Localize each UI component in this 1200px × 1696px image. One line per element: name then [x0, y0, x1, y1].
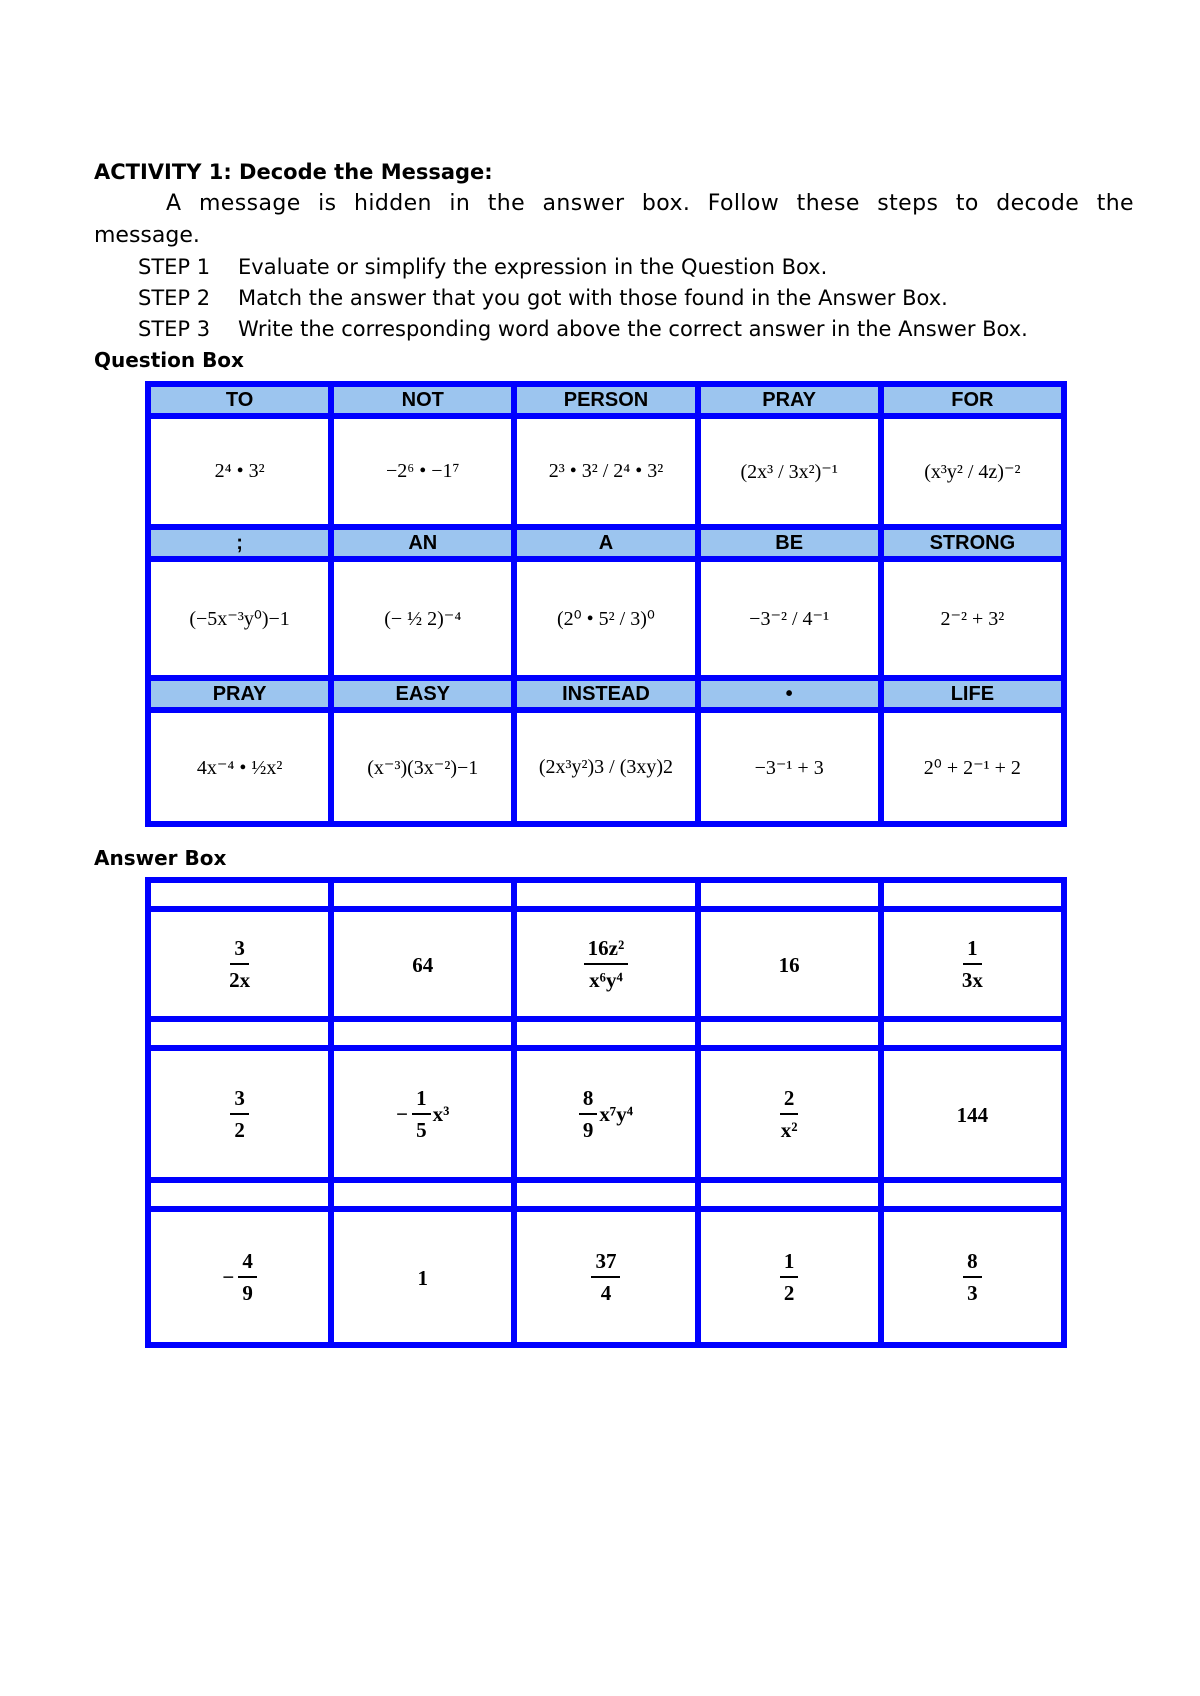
answer-value: $\frac{1}{2}$ — [780, 1249, 799, 1304]
answer-cell — [514, 1048, 697, 1180]
answer-value: $\frac{1}{3x}$ — [961, 936, 983, 992]
answer-value: 16 — [778, 952, 800, 977]
answer-value: $\frac{3}{2}$ — [230, 1086, 249, 1141]
answer-row — [148, 1209, 1064, 1345]
expression-cell: 2³ • 3² / 2⁴ • 3² — [514, 416, 697, 527]
activity-title: ACTIVITY 1: Decode the Message: — [94, 160, 493, 184]
word-cell: LIFE — [881, 678, 1064, 710]
word-cell: AN — [331, 527, 514, 559]
answer-cell — [331, 1209, 514, 1345]
expression-cell: (2⁰ • 5² / 3)⁰ — [514, 559, 697, 678]
question-box-label: Question Box — [94, 348, 244, 372]
expression-cell: (x⁻³)(3x⁻²)−1 — [331, 710, 514, 824]
answer-cell — [698, 909, 881, 1019]
blank-word-cell[interactable] — [148, 1019, 331, 1048]
word-cell: FOR — [881, 384, 1064, 416]
expression-row — [148, 710, 1064, 824]
blank-word-cell[interactable] — [331, 1019, 514, 1048]
word-cell: EASY — [331, 678, 514, 710]
blank-word-cell[interactable] — [148, 880, 331, 909]
step-text: Match the answer that you got with those found in the Answer Box. — [238, 286, 948, 310]
blank-word-row — [148, 880, 1064, 909]
answer-cell — [514, 1209, 697, 1345]
step-number: STEP 3 — [138, 317, 211, 341]
question-box — [145, 381, 1067, 827]
answer-value: $\frac{2}{\text{x²}}$ — [780, 1086, 798, 1142]
activity-sheet — [94, 156, 1134, 373]
word-row — [148, 678, 1064, 710]
word-cell: PRAY — [698, 384, 881, 416]
word-cell: TO — [148, 384, 331, 416]
answer-value: $\frac{8}{9}$ x⁷y⁴ — [579, 1086, 633, 1141]
answer-cell — [881, 1048, 1064, 1180]
expression-cell: (− ½ 2)⁻⁴ — [331, 559, 514, 678]
answer-value: $\frac{37}{4}$ — [591, 1249, 620, 1304]
expression-cell: 2⁰ + 2⁻¹ + 2 — [881, 710, 1064, 824]
word-cell: ; — [148, 527, 331, 559]
answer-value: 64 — [412, 952, 434, 977]
intro-text-end: message. — [94, 223, 200, 248]
expression-row — [148, 559, 1064, 678]
expression-cell: 4x⁻⁴ • ½x² — [148, 710, 331, 824]
word-cell: INSTEAD — [514, 678, 697, 710]
blank-word-row — [148, 1180, 1064, 1209]
expression-cell: −2⁶ • −1⁷ — [331, 416, 514, 527]
answer-value: $\frac{3}{2x}$ — [229, 936, 251, 992]
answer-cell — [698, 1048, 881, 1180]
blank-word-cell[interactable] — [881, 1019, 1064, 1048]
word-cell: A — [514, 527, 697, 559]
step-3 — [94, 314, 1134, 345]
blank-word-cell[interactable] — [698, 1019, 881, 1048]
step-number: STEP 1 — [138, 255, 211, 279]
step-text: Write the corresponding word above the correct answer in the Answer Box. — [238, 317, 1028, 341]
expression-cell: (2x³ / 3x²)⁻¹ — [698, 416, 881, 527]
answer-value: − $\frac{4}{9}$ — [222, 1249, 256, 1304]
blank-word-cell[interactable] — [514, 1019, 697, 1048]
answer-value: $\frac{8}{3}$ — [963, 1249, 982, 1304]
blank-word-row — [148, 1019, 1064, 1048]
answer-cell — [698, 1209, 881, 1345]
answer-cell — [331, 909, 514, 1019]
answer-box-label: Answer Box — [94, 846, 227, 870]
answer-value: 144 — [956, 1102, 989, 1127]
expression-cell: 2⁻² + 3² — [881, 559, 1064, 678]
word-cell: PERSON — [514, 384, 697, 416]
blank-word-cell[interactable] — [881, 880, 1064, 909]
blank-word-cell[interactable] — [698, 1180, 881, 1209]
blank-word-cell[interactable] — [331, 1180, 514, 1209]
word-row — [148, 527, 1064, 559]
expression-row — [148, 416, 1064, 527]
expression-cell: −3⁻¹ + 3 — [698, 710, 881, 824]
expression-cell: −3⁻² / 4⁻¹ — [698, 559, 881, 678]
answer-cell — [881, 909, 1064, 1019]
expression-cell: (2x³y²)3 / (3xy)2 — [514, 710, 697, 824]
step-number: STEP 2 — [138, 286, 211, 310]
expression-cell: 2⁴ • 3² — [148, 416, 331, 527]
blank-word-cell[interactable] — [698, 880, 881, 909]
expression-cell: (x³y² / 4z)⁻² — [881, 416, 1064, 527]
step-text: Evaluate or simplify the expression in the Question Box. — [238, 255, 828, 279]
word-cell: STRONG — [881, 527, 1064, 559]
word-cell: NOT — [331, 384, 514, 416]
word-cell: BE — [698, 527, 881, 559]
answer-cell — [148, 909, 331, 1019]
step-2 — [94, 283, 1134, 314]
answer-cell — [331, 1048, 514, 1180]
answer-row — [148, 1048, 1064, 1180]
expression-cell: (−5x⁻³y⁰)−1 — [148, 559, 331, 678]
answer-value: 1 — [417, 1265, 429, 1290]
blank-word-cell[interactable] — [514, 1180, 697, 1209]
answer-row — [148, 909, 1064, 1019]
answer-cell — [148, 1048, 331, 1180]
answer-value: $\frac{\text{16z²}}{\text{x⁶y⁴}}$ — [584, 936, 629, 991]
step-1 — [94, 252, 1134, 283]
answer-value: − $\frac{1}{5}$ x³ — [396, 1086, 450, 1142]
blank-word-cell[interactable] — [881, 1180, 1064, 1209]
answer-cell — [514, 909, 697, 1019]
answer-box — [145, 877, 1067, 1348]
answer-cell — [881, 1209, 1064, 1345]
word-cell: PRAY — [148, 678, 331, 710]
word-row — [148, 384, 1064, 416]
blank-word-cell[interactable] — [331, 880, 514, 909]
word-cell: • — [698, 678, 881, 710]
intro-text: A message is hidden in the answer box. Follow these steps to decode the — [166, 191, 1134, 216]
blank-word-cell[interactable] — [514, 880, 697, 909]
answer-cell — [148, 1209, 331, 1345]
blank-word-cell[interactable] — [148, 1180, 331, 1209]
